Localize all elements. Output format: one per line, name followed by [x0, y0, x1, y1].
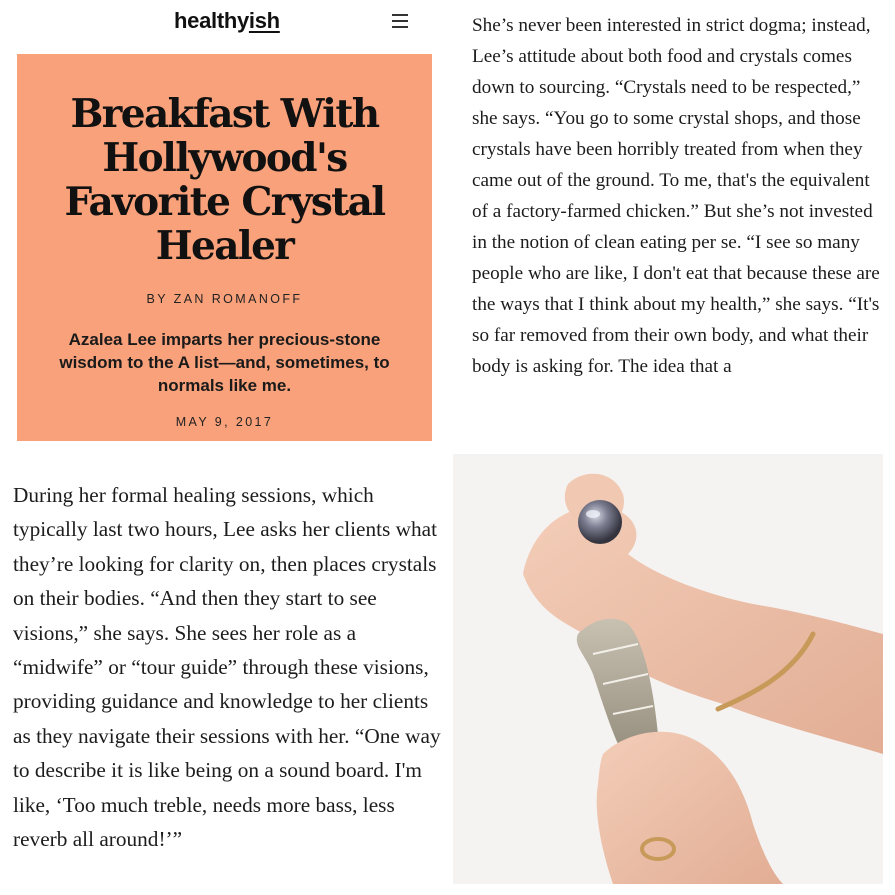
article-title [37, 92, 412, 268]
author-byline[interactable]: BY ZAN ROMANOFF [146, 292, 303, 306]
logo-accent-text: ish [248, 8, 280, 33]
article-hero-card [17, 54, 432, 441]
healthyish-logo[interactable] [174, 8, 280, 34]
article-body-paragraph-right: She’s never been interested in strict dogma; instead, Lee’s attitude about both food and crystals comes down to sourcing. “Crystals need to be respected,” she says. “You go to some crystal shops, and those crystals have been horribly treated from when they came out of the ground. To me, that's the equivalent of a factory-farmed chicken.” But she’s not invested in the notion of clean eating per se. “I see so many people who are like, I don't eat that because these are the ways that I think about my health,” she says. “It's so far removed from their own body, and what their body is asking for. The idea that a [472, 15, 880, 377]
article-title-line: Breakfast With [70, 91, 379, 137]
article-title-line: Favorite Crystal [64, 179, 385, 225]
hands-crystal-sage-illustration [453, 454, 883, 884]
article-dek: Azalea Lee imparts her precious-stone wisdom to the A list—and, sometimes, to normals like me. [59, 330, 390, 395]
logo-main-text: healthy [174, 8, 249, 33]
article-body-paragraph-left: During her formal healing sessions, which typically last two hours, Lee asks her clients what they’re looking for clarity on, then places crystals on their bodies. “And then they start to see visions,” she says. She sees her role as a “midwife” or “tour guide” through these visions, providing guidance and knowledge to her clients as they navigate their sessions with her. “One way to describe it is like being on a sound board. I'm like, ‘Too much treble, needs more bass, less reverb all around!’” [13, 483, 441, 852]
publish-date: MAY 9, 2017 [175, 415, 274, 429]
article-title-line: Healer [155, 223, 294, 269]
crystal-sphere [578, 500, 622, 544]
hamburger-menu-icon[interactable] [390, 10, 412, 30]
article-photo [453, 454, 883, 884]
app-header [0, 0, 448, 50]
article-title-line: Hollywood's [102, 135, 347, 181]
